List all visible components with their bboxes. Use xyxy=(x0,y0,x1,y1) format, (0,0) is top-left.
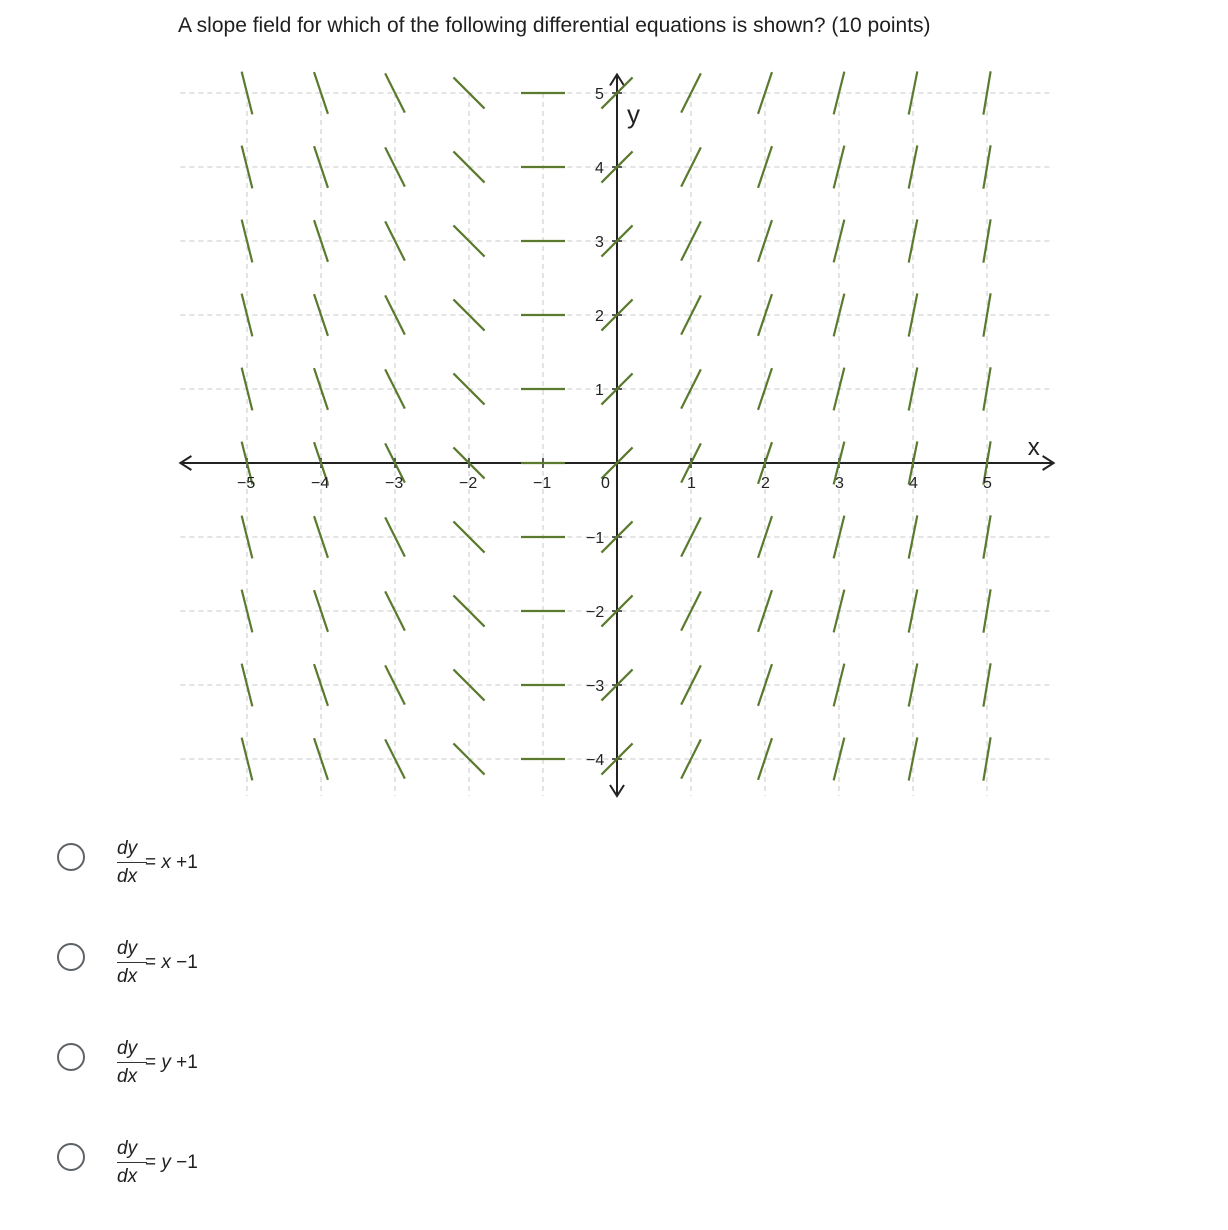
slope-segment xyxy=(242,72,253,115)
slope-segment xyxy=(834,72,845,115)
equals-sign: = xyxy=(145,852,157,873)
fraction-bar xyxy=(117,1162,147,1163)
fraction-bar xyxy=(117,962,147,963)
numerator: dy xyxy=(117,1038,138,1059)
fraction-bar xyxy=(117,862,147,863)
slope-segment xyxy=(242,516,253,559)
x-tick-label: 2 xyxy=(761,475,770,492)
y-tick-label: −1 xyxy=(586,530,605,547)
x-tick-label: 0 xyxy=(601,475,610,492)
x-tick-label: −5 xyxy=(237,475,256,492)
equation-rhs xyxy=(145,1152,198,1174)
rhs-variable: x xyxy=(161,852,171,873)
rhs-constant: 1 xyxy=(187,1152,198,1173)
radio-button-icon[interactable] xyxy=(57,1143,85,1171)
rhs-operator: + xyxy=(176,1052,188,1073)
rhs-operator: − xyxy=(176,1152,188,1173)
rhs-variable: y xyxy=(161,1052,171,1073)
option-2[interactable] xyxy=(57,938,317,1002)
x-tick-label: −1 xyxy=(533,475,552,492)
denominator: dx xyxy=(117,1166,138,1187)
denominator: dx xyxy=(117,1066,138,1087)
option-4[interactable] xyxy=(57,1138,317,1202)
x-tick-label: −4 xyxy=(311,475,330,492)
x-tick-label: −2 xyxy=(459,475,478,492)
y-tick-label: −3 xyxy=(586,678,605,695)
radio-button-icon[interactable] xyxy=(57,943,85,971)
numerator: dy xyxy=(117,838,138,859)
equals-sign: = xyxy=(145,952,157,973)
denominator: dx xyxy=(117,866,138,887)
rhs-constant: 1 xyxy=(187,952,198,973)
radio-button-icon[interactable] xyxy=(57,843,85,871)
rhs-constant: 1 xyxy=(187,852,198,873)
x-tick-label: 4 xyxy=(909,475,918,492)
numerator: dy xyxy=(117,938,138,959)
y-tick-label: −2 xyxy=(586,604,605,621)
x-tick-label: 1 xyxy=(687,475,696,492)
y-tick-label: 5 xyxy=(595,86,604,103)
rhs-variable: x xyxy=(161,952,171,973)
option-3[interactable] xyxy=(57,1038,317,1102)
numerator: dy xyxy=(117,1138,138,1159)
equation-rhs xyxy=(145,852,198,874)
y-tick-label: −4 xyxy=(586,752,605,769)
y-tick-label: 2 xyxy=(595,308,604,325)
rhs-operator: + xyxy=(176,852,188,873)
equals-sign: = xyxy=(145,1152,157,1173)
y-tick-label: 3 xyxy=(595,234,604,251)
equals-sign: = xyxy=(145,1052,157,1073)
question-text: A slope field for which of the following differential equations is shown? (10 points) xyxy=(178,14,931,37)
fraction-bar xyxy=(117,1062,147,1063)
slope-segment xyxy=(834,516,845,559)
x-tick-label: 5 xyxy=(983,475,992,492)
option-1[interactable] xyxy=(57,838,317,902)
denominator: dx xyxy=(117,966,138,987)
radio-button-icon[interactable] xyxy=(57,1043,85,1071)
axes xyxy=(180,75,1053,797)
rhs-variable: y xyxy=(161,1152,171,1173)
x-axis-label: x xyxy=(1027,434,1040,461)
equation-rhs xyxy=(145,1052,198,1074)
slope-segment xyxy=(242,146,253,189)
x-tick-label: 3 xyxy=(835,475,844,492)
rhs-constant: 1 xyxy=(187,1052,198,1073)
equation-rhs xyxy=(145,952,198,974)
x-tick-label: −3 xyxy=(385,475,404,492)
y-axis-label: y xyxy=(627,99,640,129)
tick-labels xyxy=(237,86,1040,769)
slope-segment xyxy=(834,146,845,189)
y-tick-label: 4 xyxy=(595,160,604,177)
y-tick-label: 1 xyxy=(595,382,604,399)
rhs-operator: − xyxy=(176,952,188,973)
